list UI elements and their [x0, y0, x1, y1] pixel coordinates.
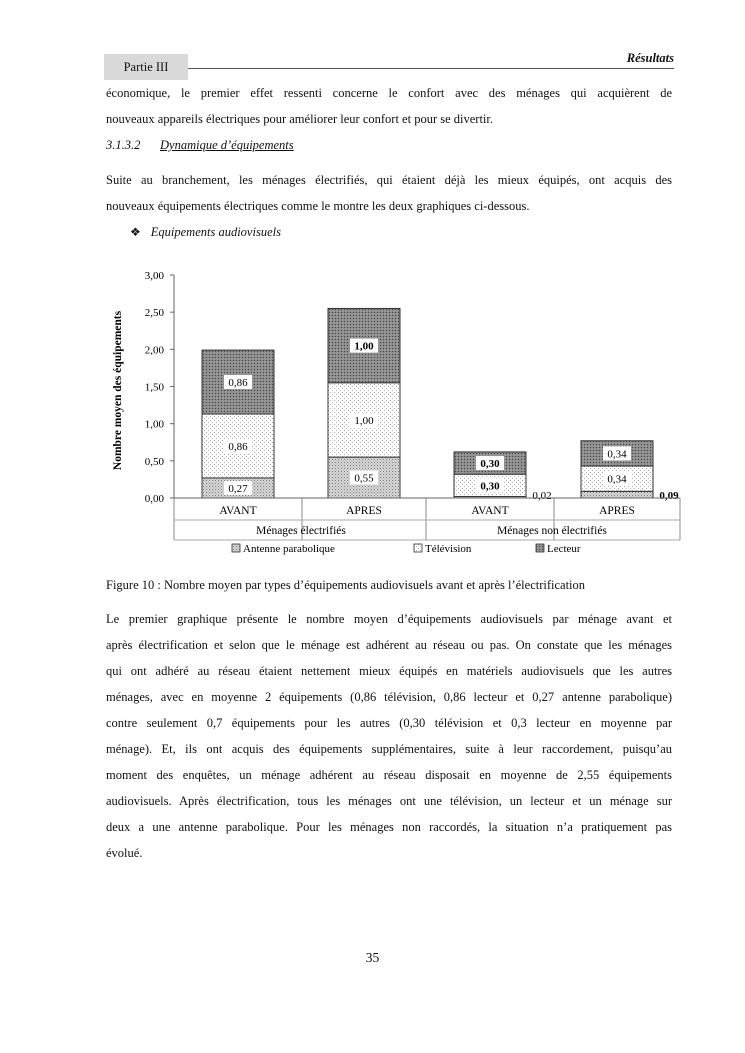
bar-segment-0: [581, 491, 653, 498]
y-tick-label: 0,50: [144, 455, 164, 468]
para2-line: qui ont adhéré au réseau étaient nettement mieux équipés en matériels audiovisuels que les autres: [106, 664, 672, 678]
section-label: Résultats: [626, 51, 674, 65]
data-label: 0,02: [532, 490, 552, 502]
bullet-item: [130, 225, 281, 240]
data-label: 0,34: [607, 448, 627, 461]
section-title: Dynamique d’équipements: [160, 138, 294, 152]
header-rule: [188, 68, 674, 69]
bullet-marker-icon: ❖: [130, 225, 141, 239]
data-label: 0,86: [228, 440, 248, 453]
legend-label: Lecteur: [547, 543, 581, 555]
legend-label: Télévision: [425, 543, 472, 555]
section-heading: [106, 138, 294, 153]
y-tick-label: 2,50: [144, 307, 164, 320]
x-tick-label: APRES: [599, 505, 635, 517]
para2-line: ménage). Et, ils ont acquis des équipements supplémentaires, suite à leur raccordement, puisqu’au: [106, 742, 672, 756]
para2-line: deux a une antenne parabolique. Pour les ménages non raccordés, la situation n’a pratiquement pas: [106, 820, 672, 834]
para2-line: Le premier graphique présente le nombre moyen d’équipements audiovisuels par ménage avant et: [106, 612, 672, 626]
paragraph-2: [106, 606, 672, 866]
intro-paragraph: [106, 80, 672, 132]
para2-line: évolué.: [106, 846, 143, 860]
para2-line: moment des enquêtes, un ménage adhérent au réseau disposait en moyenne de 2,55 équipements: [106, 768, 672, 782]
paragraph-1: [106, 167, 672, 219]
intro-line: nouveaux appareils électriques pour améliorer leur confort et pour se divertir.: [106, 112, 494, 126]
y-tick-label: 0,00: [144, 493, 164, 505]
x-tick-label: APRES: [346, 505, 382, 517]
para2-line: contre seulement 0,7 équipements pour les autres (0,30 télévision et 0,3 lecteur en moyenne par: [106, 716, 672, 730]
x-group-label: Ménages non électrifiés: [497, 525, 607, 537]
y-tick-label: 2,00: [144, 344, 164, 357]
intro-line: économique, le premier effet ressenti concerne le confort avec des ménages qui acquièrent de: [106, 86, 672, 100]
bullet-text: Equipements audiovisuels: [150, 225, 281, 239]
equipment-chart: [104, 258, 684, 563]
page-number: 35: [365, 950, 380, 965]
x-tick-label: AVANT: [471, 505, 509, 517]
para2-line: ménages, avec en moyenne 2 équipements (0,86 télévision, 0,86 lecteur et 0,27 antenne parabolique): [106, 690, 672, 704]
data-label: 0,27: [228, 482, 248, 495]
data-label: 1,00: [354, 340, 374, 353]
data-label: 0,30: [480, 458, 500, 471]
legend-swatch: [536, 544, 544, 552]
data-label: 0,30: [480, 480, 500, 493]
data-label: 1,00: [354, 414, 374, 427]
para1-line: Suite au branchement, les ménages électrifiés, qui étaient déjà les mieux équipés, ont acquis des: [106, 173, 672, 187]
legend-swatch: [414, 544, 422, 552]
x-tick-label: AVANT: [219, 505, 257, 517]
legend-swatch: [232, 544, 240, 552]
data-label: 0,86: [228, 377, 248, 390]
data-label: 0,34: [607, 473, 627, 486]
data-label: 0,55: [354, 472, 374, 485]
x-group-label: Ménages électrifiés: [256, 525, 346, 537]
y-tick-label: 1,50: [144, 381, 164, 394]
para2-line: audiovisuels. Après électrification, tous les ménages ont une télévision, un lecteur et un ménage sur: [106, 794, 672, 808]
part-label: Partie III: [104, 54, 188, 80]
y-tick-label: 3,00: [144, 270, 164, 282]
data-label: 0,09: [659, 490, 679, 502]
y-tick-label: 1,00: [144, 418, 164, 431]
para2-line: après électrification et selon que le ménage est adhérent au réseau ou pas. On constate que les ménages: [106, 638, 672, 652]
figure-caption: Figure 10 : Nombre moyen par types d’équipements audiovisuels avant et après l’électrification: [106, 578, 586, 592]
section-number: 3.1.3.2: [106, 138, 141, 152]
y-axis-label: Nombre moyen des équipements: [112, 310, 124, 471]
para1-line: nouveaux équipements électriques comme le montre les deux graphiques ci-dessous.: [106, 199, 530, 213]
legend-label: Antenne parabolique: [243, 543, 335, 555]
